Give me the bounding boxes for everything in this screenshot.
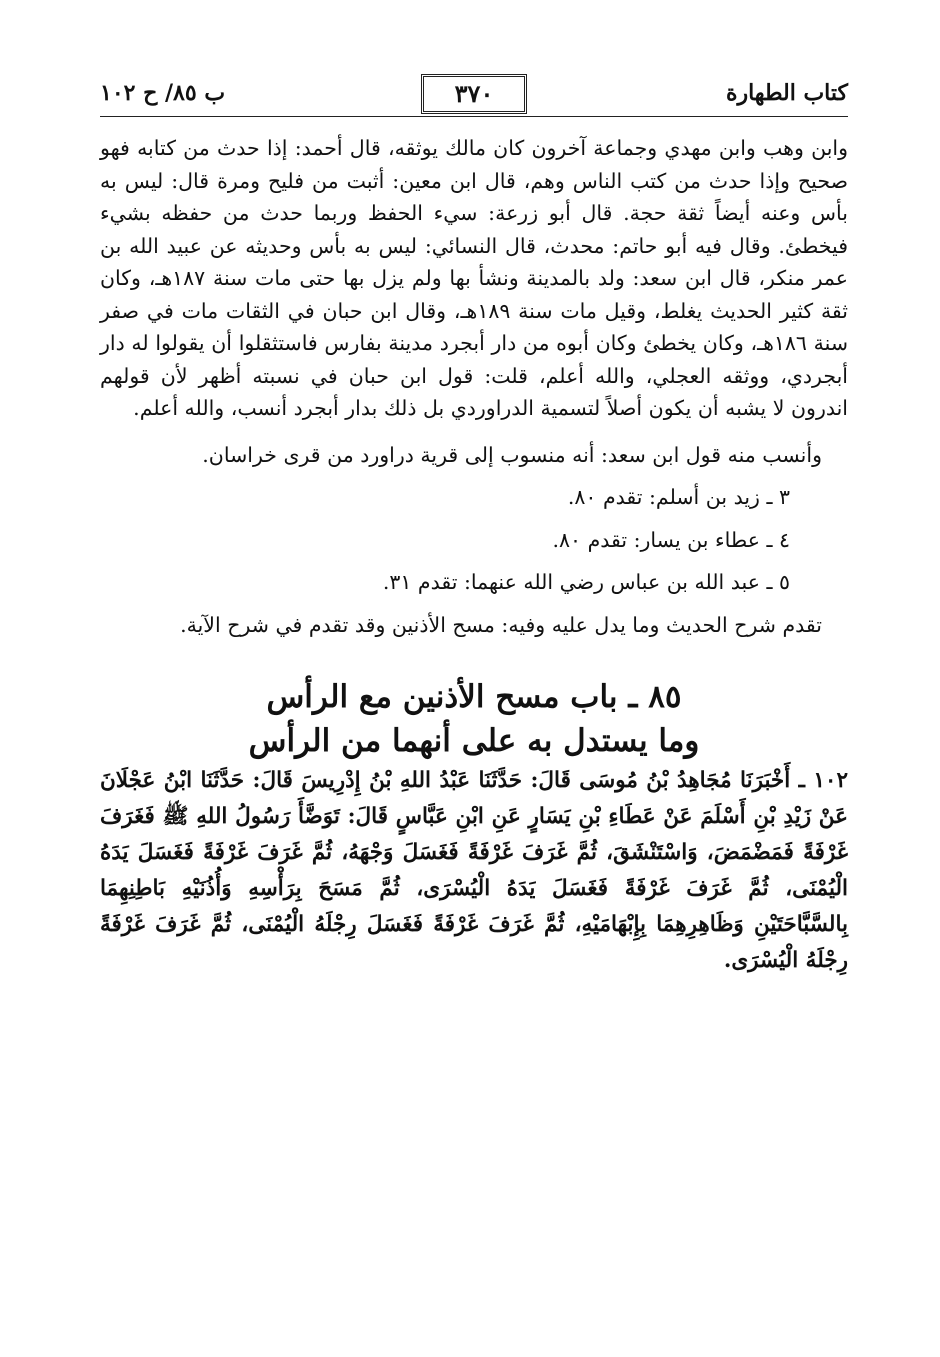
book-title: كتاب الطهارة bbox=[725, 80, 848, 106]
page-header bbox=[100, 74, 848, 114]
narrator-entry: ٥ ـ عبد الله بن عباس رضي الله عنهما: تقدم ٣١. bbox=[382, 570, 790, 594]
chapter-title-line-1: ٨٥ ـ باب مسح الأذنين مع الرأس bbox=[266, 679, 682, 715]
page-body bbox=[100, 132, 848, 979]
hadith-text: ١٠٢ ـ أَخْبَرَنَا مُجَاهِدُ بْنُ مُوسَى قَالَ: حَدَّثَنَا عَبْدُ اللهِ بْنُ إِدْرِيسَ قَالَ: حَدَّثَنَا ابْنُ عَجْلَانَ عَنْ زَيْدِ بْنِ أَسْلَمَ عَنْ عَطَاءِ بْنِ يَسَارٍ عَنِ ابْنِ عَبَّاسٍ قَالَ: تَوَضَّأَ رَسُولُ اللهِ ﷺ فَغَرَفَ غَرْفَةً فَمَضْمَضَ، وَاسْتَنْشَقَ، ثُمَّ غَرَفَ غَرْفَةً فَغَسَلَ وَجْهَهُ، ثُمَّ غَرَفَ غَرْفَةً فَغَسَلَ يَدَهُ الْيُمْنَى، ثُمَّ غَرَفَ غَرْفَةً فَغَسَلَ يَدَهُ الْيُسْرَى، ثُمَّ مَسَحَ بِرَأْسِهِ وَأُذُنَيْهِ بَاطِنِهِمَا بِالسَّبَّاحَتَيْنِ وَظَاهِرِهِمَا بِإِبْهَامَيْهِ، ثُمَّ غَرَفَ غَرْفَةً فَغَسَلَ رِجْلَهُ الْيُمْنَى، ثُمَّ غَرَفَ غَرْفَةً رِجْلَهُ الْيُسْرَى. bbox=[100, 768, 848, 973]
commentary-paragraph-2: وأنسب منه قول ابن سعد: أنه منسوب إلى قرية دراورد من قرى خراسان. bbox=[202, 442, 822, 467]
chapter-hadith-reference: ب ٨٥/ ح ١٠٢ bbox=[100, 80, 226, 106]
header-divider bbox=[100, 116, 848, 117]
narrator-entry: ٤ ـ عطاء بن يسار: تقدم ٨٠. bbox=[552, 527, 790, 552]
chapter-title bbox=[100, 675, 848, 763]
commentary-paragraph-1: وابن وهب وابن مهدي وجماعة آخرون كان مالك يوثقه، قال أحمد: إذا حدث من كتابه فهو صحيح وإذا حدث من كتب الناس وهم، قال ابن معين: أثبت من فليح ومرة قال: ليس به بأس وعنه أيضاً ثقة حجة. قال أبو زرعة: سيء الحفظ وربما حدث من حفظه بشيء فيخطئ. وقال فيه أبو حاتم: محدث، قال النسائي: ليس به بأس وحديثه عن عبيد الله بن عمر منكر، قال ابن سعد: ولد بالمدينة ونشأ بها ولم يزل بها حتى مات سنة ١٨٧هـ، وكان ثقة كثير الحديث يغلط، وقيل مات سنة ١٨٩هـ، وقال ابن حبان في الثقات مات في صفر سنة ١٨٦هـ، وكان يخطئ وكان أبوه من دار أبجرد مدينة بفارس فاستثقلوا أن يقولوا له دار أبجردي، ووثقه العجلي، والله أعلم، قلت: قول ابن حبان في نسبته أظهر لأن قولهم اندرون لا يشبه أن يكون أصلاً لتسمية الدراوردي بل ذلك بدار أبجرد أنسب، والله أعلم. bbox=[100, 136, 849, 420]
commentary-paragraph-3: تقدم شرح الحديث وما يدل عليه وفيه: مسح الأذنين وقد تقدم في شرح الآية. bbox=[180, 612, 822, 637]
page-number: ٣٧٠ bbox=[421, 74, 527, 114]
chapter-title-line-2: وما يستدل به على أنهما من الرأس bbox=[248, 723, 700, 759]
narrator-entry: ٣ ـ زيد بن أسلم: تقدم ٨٠. bbox=[567, 485, 790, 509]
book-page bbox=[100, 60, 848, 1340]
